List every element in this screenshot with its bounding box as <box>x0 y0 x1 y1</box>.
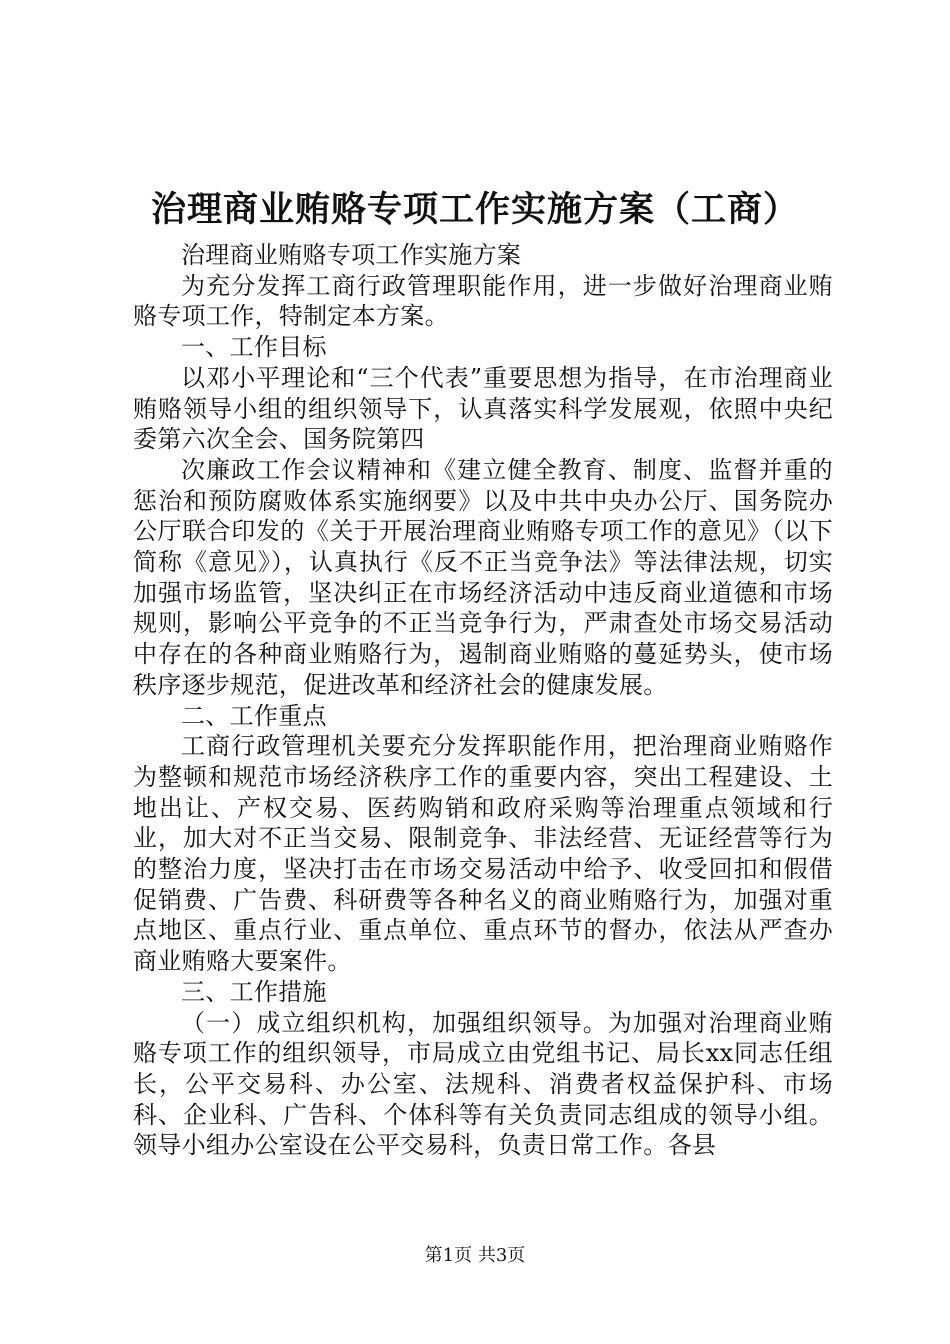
page-footer: 第1页 共3页 <box>424 1245 526 1266</box>
document-title: 治理商业贿赂专项工作实施方案（工商） <box>150 189 799 230</box>
section-heading-goals: 一、工作目标 <box>181 333 327 362</box>
intro-paragraph: 为充分发挥工商行政管理职能作用，进一步做好治理商业贿赂专项工作，特制定本方案。 <box>133 271 833 331</box>
goals-paragraph: 以邓小平理论和“三个代表”重要思想为指导，在市治理商业贿赂领导小组的组织领导下，认真落实科学发展观，依照中央纪委第六次全会、国务院第四 <box>133 363 833 454</box>
document-body <box>133 240 833 1161</box>
section-heading-measures: 三、工作措施 <box>181 977 327 1006</box>
goals-continued-paragraph: 次廉政工作会议精神和《建立健全教育、制度、监督并重的惩治和预防腐败体系实施纲要》以及中共中央办公厅、国务院办公厅联合印发的《关于开展治理商业贿赂专项工作的意见》（以下简称《意见》），认真执行《反不正当竞争法》等法律法规，切实加强市场监管，坚决纠正在市场经济活动中违反商业道德和市场规则，影响公平竞争的不正当竞争行为，严肃查处市场交易活动中存在的各种商业贿赂行为，遏制商业贿赂的蔓延势头，使市场秩序逐步规范，促进改革和经济社会的健康发展。 <box>133 455 833 699</box>
subtitle-paragraph: 治理商业贿赂专项工作实施方案 <box>181 241 522 269</box>
section-heading-focus: 二、工作重点 <box>181 701 327 730</box>
focus-paragraph: 工商行政管理机关要充分发挥职能作用，把治理商业贿赂作为整顿和规范市场经济秩序工作的重要内容，突出工程建设、土地出让、产权交易、医药购销和政府采购等治理重点领域和行业，加大对不正当交易、限制竞争、非法经营、无证经营等行为的整治力度，坚决打击在市场交易活动中给予、收受回扣和假借促销费、广告费、科研费等各种名义的商业贿赂行为，加强对重点地区、重点行业、重点单位、重点环节的督办，依法从严查办商业贿赂大要案件。 <box>133 732 833 976</box>
measures-paragraph: （一）成立组织机构，加强组织领导。为加强对治理商业贿赂专项工作的组织领导，市局成立由党组书记、局长xx同志任组长，公平交易科、办公室、法规科、消费者权益保护科、市场科、企业科、广告科、个体科等有关负责同志组成的领导小组。领导小组办公室设在公平交易科，负责日常工作。各县 <box>133 1008 833 1160</box>
